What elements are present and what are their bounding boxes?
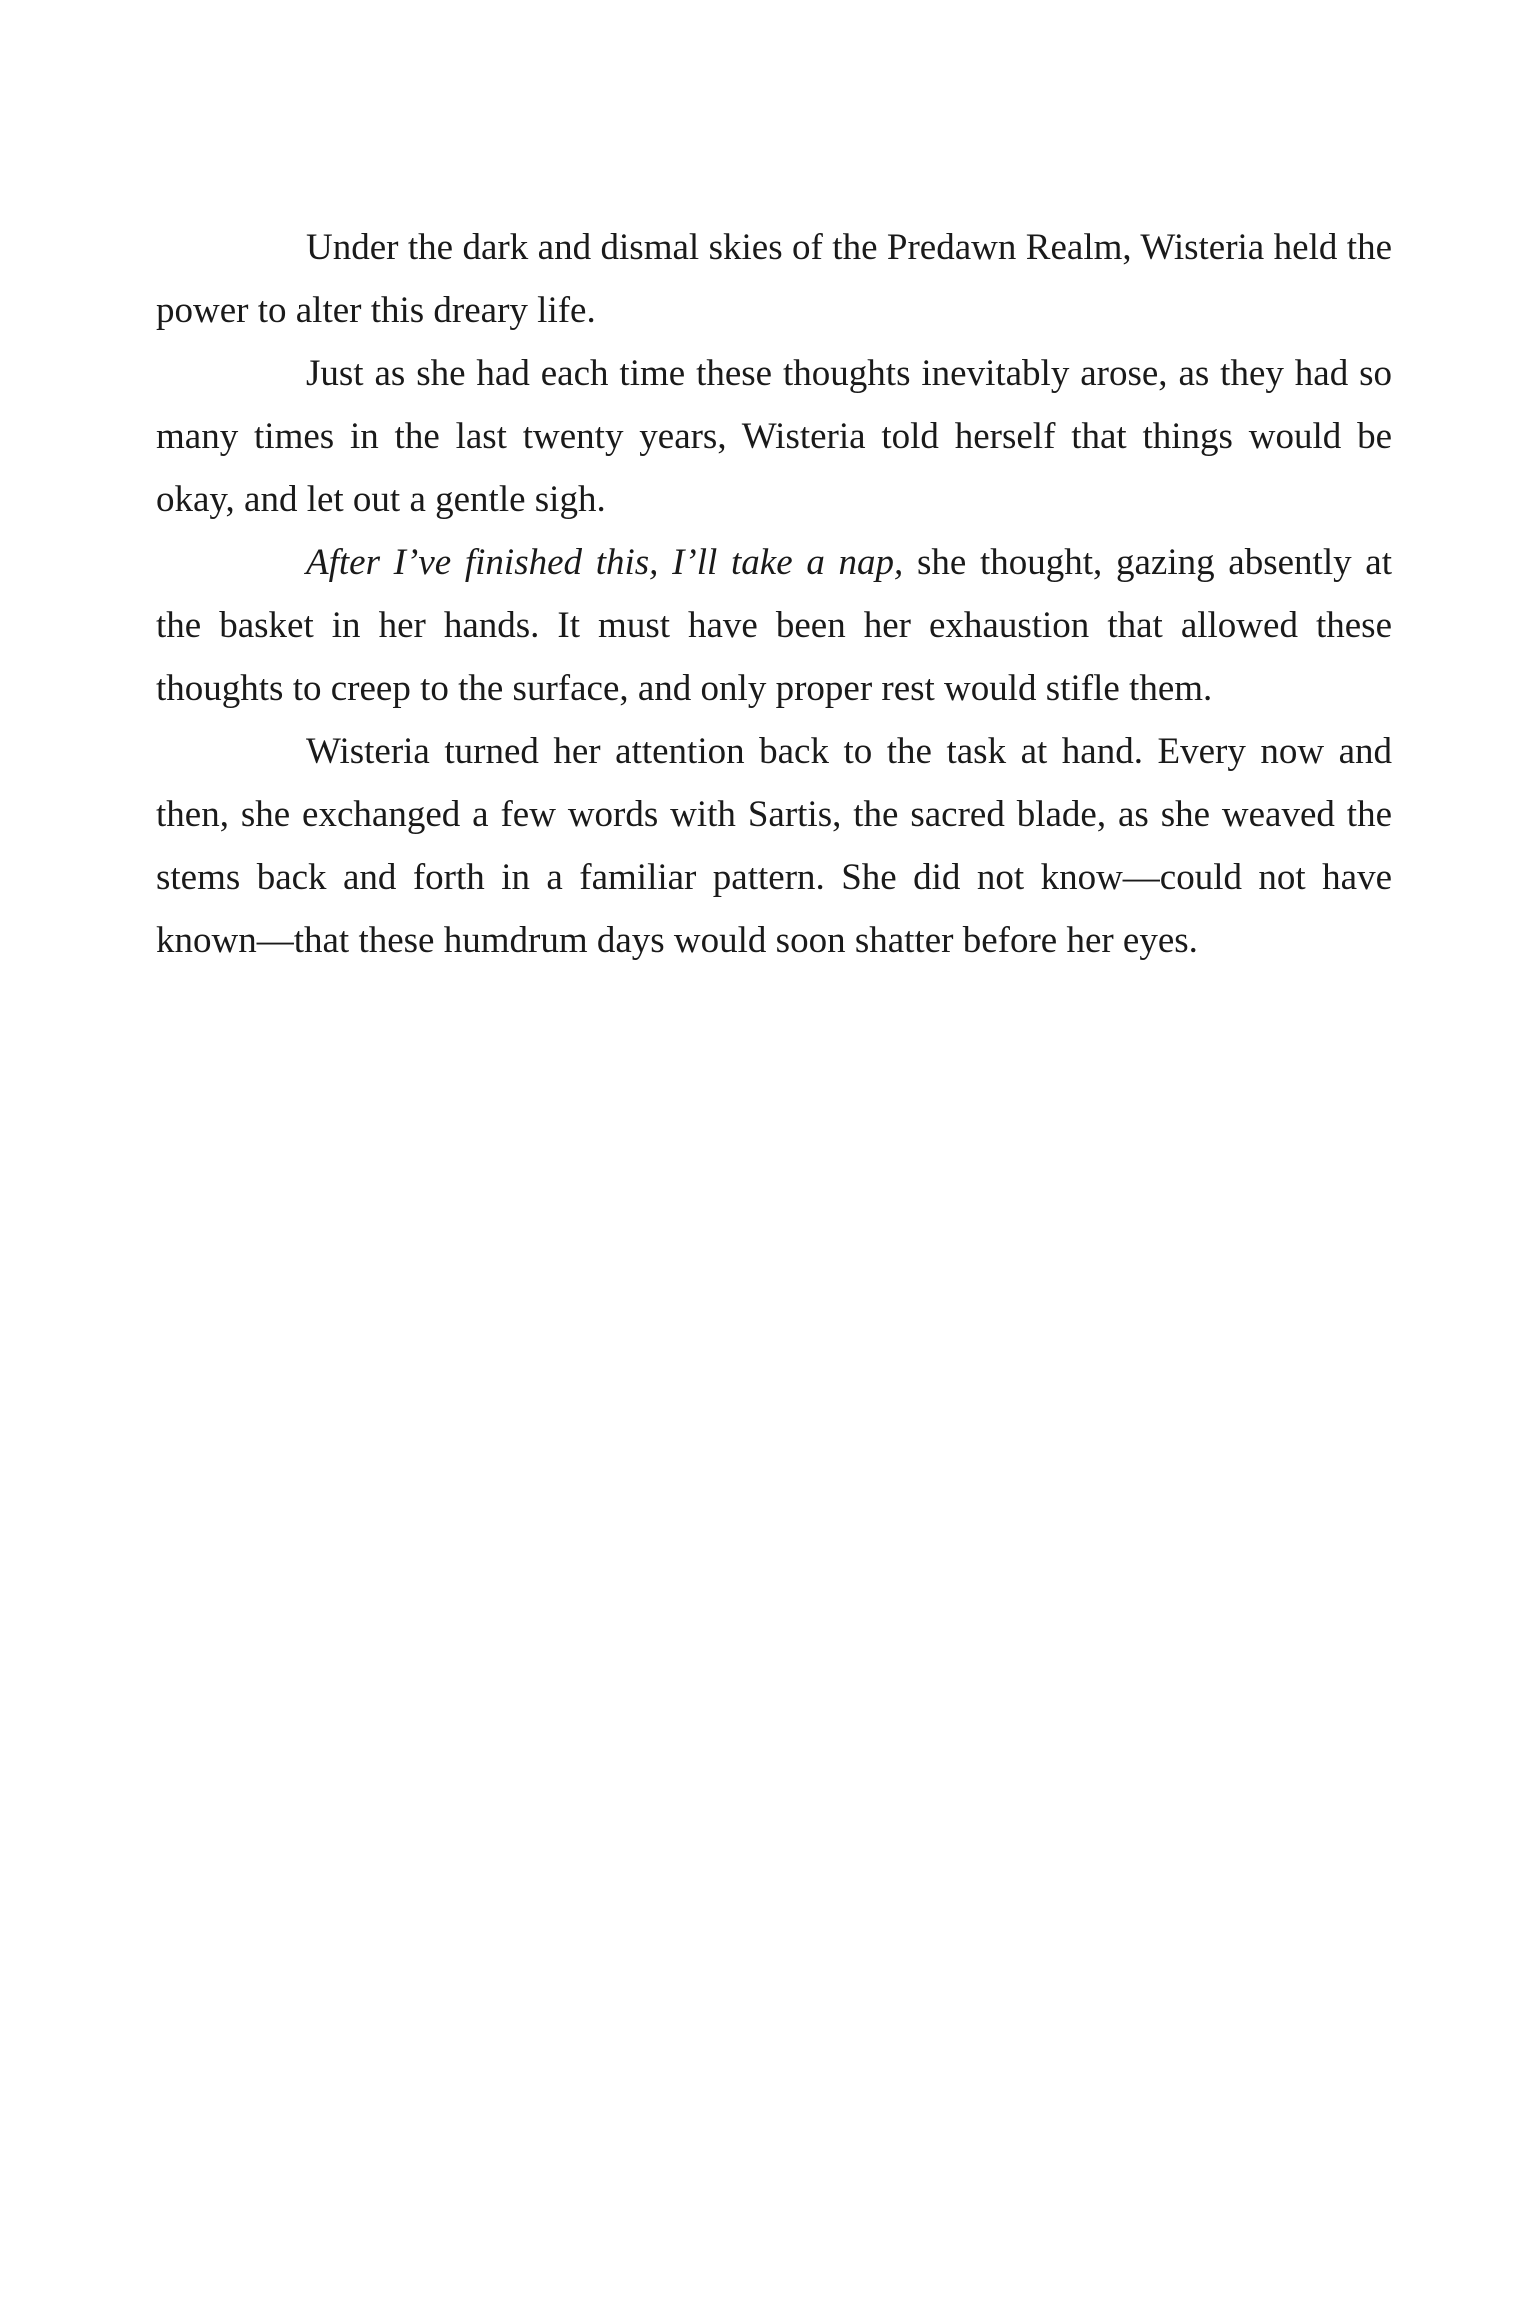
body-text xyxy=(156,216,1392,972)
paragraph-4 xyxy=(156,720,1392,972)
paragraph-3 xyxy=(156,531,1392,720)
paragraph-1 xyxy=(156,216,1392,342)
paragraph-2 xyxy=(156,342,1392,531)
paragraph-2-text: Just as she had each time these thoughts inevitably arose, as they had so many times in the last twenty years, Wisteria told herself that things would be okay, and let out a gentle sigh. xyxy=(156,353,1392,520)
paragraph-3-text: she thought, gazing absently at the basket in her hands. It must have been her exhaustion that allowed these thoughts to creep to the surface, and only proper rest would stifle them. xyxy=(156,542,1392,709)
paragraph-4-text: Wisteria turned her attention back to the task at hand. Every now and then, she exchanged a few words with Sartis, the sacred blade, as she weaved the stems back and forth in a familiar pattern. She did not know—could not have known—that these humdrum days would soon shatter before her eyes. xyxy=(156,731,1392,961)
paragraph-3-italic-thought: After I’ve finished this, I’ll take a nap, xyxy=(306,542,904,583)
paragraph-1-text: Under the dark and dismal skies of the Predawn Realm, Wisteria held the power to alter this dreary life. xyxy=(156,227,1392,331)
